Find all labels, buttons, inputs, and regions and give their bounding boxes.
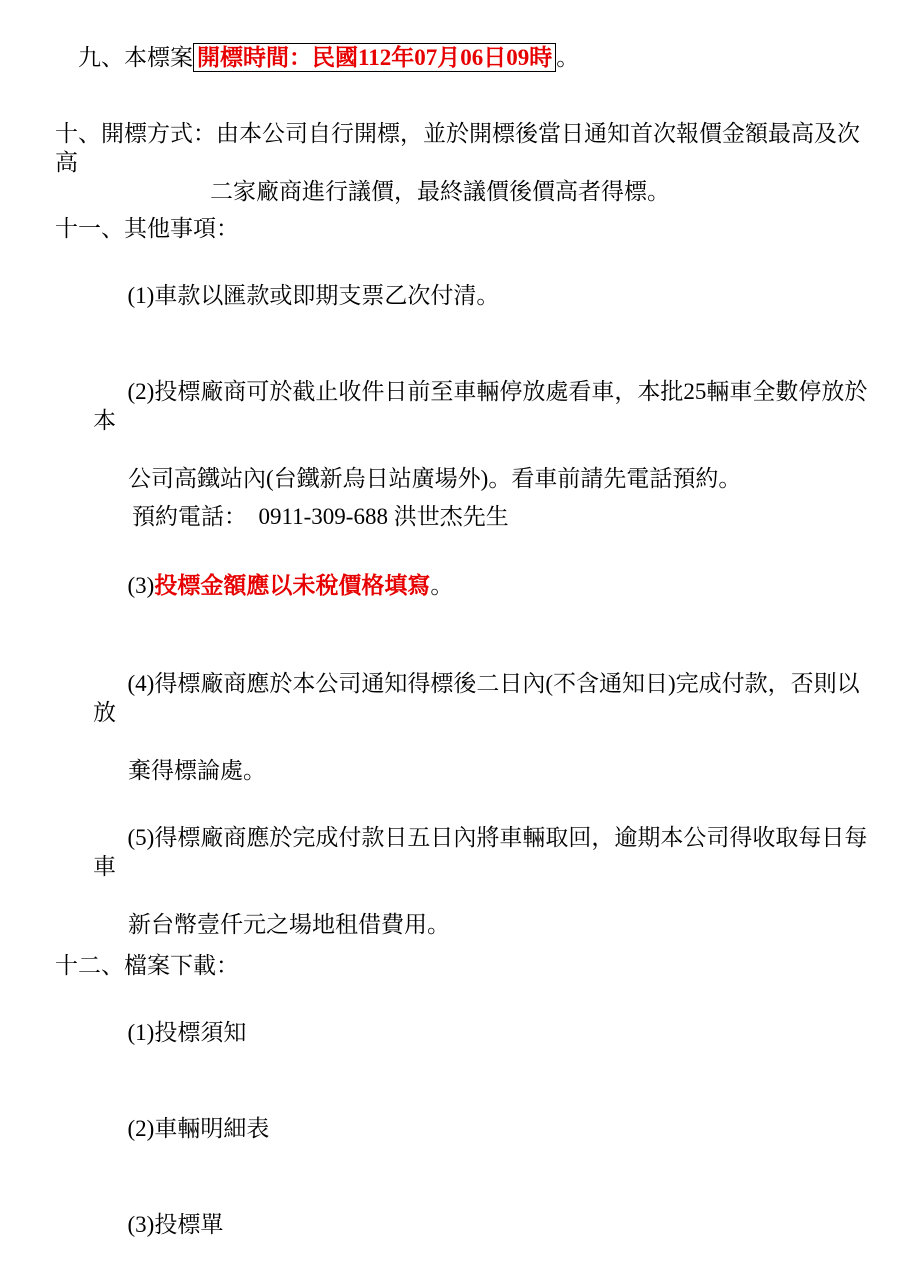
item-9 — [55, 14, 880, 101]
sub-4-line1: 得標廠商應於本公司通知得標後二日內(不含通知日)完成付款，否則以放 — [93, 671, 860, 725]
sub-1-number: (1) — [127, 283, 155, 308]
sub-3-number: (3) — [127, 573, 155, 598]
item-11-sub-4 — [93, 640, 880, 785]
sub-5-line2: 新台幣壹仟元之場地租借費用。 — [128, 912, 450, 937]
download-3-text: 投標單 — [154, 1212, 224, 1237]
download-2-text: 車輛明細表 — [154, 1116, 270, 1141]
reservation-phone-line: 預約電話： 0911-309-688 洪世杰先生 — [132, 504, 509, 529]
sub-5-number: (5) — [127, 825, 155, 850]
item-12-heading: 十二、檔案下載： — [55, 953, 239, 978]
sub-4-number: (4) — [127, 671, 155, 696]
item-11-sub-1 — [93, 252, 880, 339]
sub-5-line1: 得標廠商應於完成付款日五日內將車輛取回，逾期本公司得收取每日每車 — [93, 825, 868, 879]
download-item-3 — [93, 1181, 880, 1268]
item-10-line1: 十、開標方式：由本公司自行開標，並於開標後當日通知首次報價金額最高及次高 — [55, 121, 860, 175]
item-9-lead: 九、本標案 — [78, 45, 193, 70]
sub-2-number: (2) — [127, 379, 155, 404]
download-item-1 — [93, 989, 880, 1076]
item-11-sub-3 — [93, 542, 880, 629]
download-1-text: 投標須知 — [154, 1020, 247, 1045]
item-10-line2: 二家廠商進行議價，最終議價後價高者得標。 — [210, 179, 670, 204]
sub-2-line1: 投標廠商可於截止收件日前至車輛停放處看車，本批25輛車全數停放於本 — [93, 379, 868, 433]
sub-3-period: 。 — [430, 573, 454, 598]
sub-1-text: 車款以匯款或即期支票乙次付清。 — [154, 283, 500, 308]
item-11-heading: 十一、其他事項： — [55, 216, 239, 241]
download-1-number: (1) — [127, 1020, 155, 1045]
open-bid-time-box: 開標時間：民國112年07月06日09時 — [193, 43, 556, 72]
item-9-period: 。 — [556, 45, 580, 70]
item-11-sub-2 — [93, 348, 880, 493]
download-2-number: (2) — [127, 1116, 155, 1141]
sub-2-line2: 公司高鐵站內(台鐵新烏日站廣場外)。看車前請先電話預約。 — [128, 466, 742, 491]
item-11-sub-5 — [93, 794, 880, 939]
item-10 — [55, 119, 880, 206]
tax-exclusive-note: 投標金額應以未稅價格填寫 — [154, 573, 431, 598]
sub-4-line2: 棄得標論處。 — [128, 758, 266, 783]
download-3-number: (3) — [127, 1212, 155, 1237]
download-item-2 — [93, 1085, 880, 1172]
